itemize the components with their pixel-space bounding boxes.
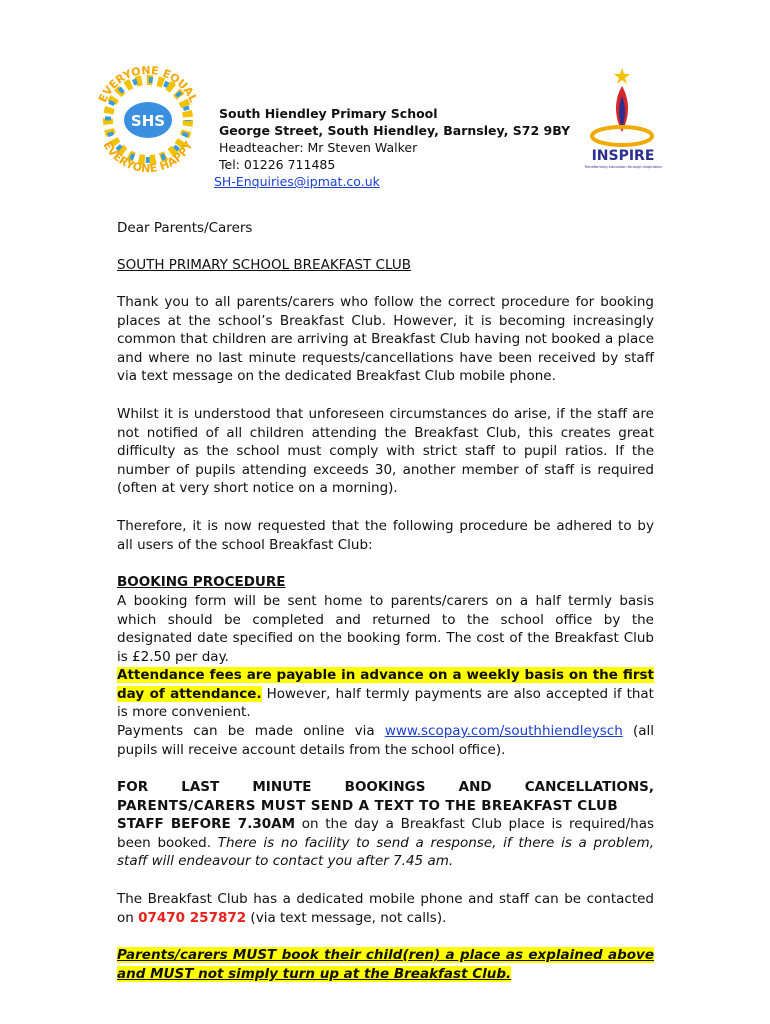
scopay-link[interactable]: www.scopay.com/southhiendleysch (384, 723, 623, 739)
salutation: Dear Parents/Carers (117, 220, 253, 236)
fees-paragraph (117, 666, 654, 722)
fees-highlight: Attendance fees are payable in advance on a weekly basis on the first day of attendance. (117, 667, 654, 702)
paragraph-ratios: Whilst it is understood that unforeseen circumstances do arise, if the staff are not notified of all children attending the Breakfast Club, this creates great difficulty as the school must comply with strict staff to pupil ratios. If the number of pupils attending exceeds 30, another member of staff is required (often at very short notice on a morning). (117, 406, 654, 497)
no-response-note: There is no facility to send a response, if there is a problem, staff will endeavour to contact you after 7.45 am. (117, 834, 654, 870)
school-name: South Hiendley Primary School (219, 106, 438, 121)
telephone: Tel: 01226 711485 (219, 157, 336, 172)
payments-after: (all pupils will receive account details from the school office). (117, 723, 654, 758)
school-address-block (219, 105, 570, 173)
payments-paragraph (117, 722, 654, 759)
phone-number: 07470 257872 (138, 909, 247, 926)
final-notice: Parents/carers MUST book their child(ren) a place as explained above and MUST not simply turn up at the Breakfast Club. (117, 947, 654, 982)
headteacher: Headteacher: Mr Steven Walker (219, 140, 418, 155)
school-logo (88, 60, 208, 180)
word: FOR (117, 779, 149, 795)
deadline-rest: on the day a Breakfast Club place is required/has been booked. (117, 816, 655, 851)
paragraph-intro: Thank you to all parents/carers who follow the correct procedure for booking places at the school’s Breakfast Club. However, it is becoming increasingly common that children are arriving at Breakfast Club having not booked a place and where no last minute requests/cancellations have been received by staff via text message on the dedicated Breakfast Club mobile phone. (117, 294, 654, 385)
last-minute-line-3 (117, 815, 654, 871)
inspire-logo (584, 66, 664, 176)
logo-initials: SHS (130, 112, 166, 130)
phone-before: The Breakfast Club has a dedicated mobile phone and staff can be contacted on (117, 891, 654, 926)
booking-text: A booking form will be sent home to parents/carers on a half termly basis which should be completed and returned to the school office by the designated date specified on the booking form. The cost of the Breakfast Club is £2.50 per day. (117, 593, 654, 665)
email-line (214, 174, 380, 189)
final-notice-paragraph (117, 946, 654, 983)
inspire-tagline: Transforming education through inspiration (584, 165, 662, 169)
paragraph-procedure-request: Therefore, it is now requested that the following procedure be adhered to by all users of the school Breakfast Club: (117, 518, 654, 553)
deadline-bold: STAFF BEFORE 7.30AM (117, 816, 296, 833)
email-link[interactable]: SH-Enquiries@ipmat.co.uk (214, 174, 380, 189)
star-icon (614, 68, 630, 84)
booking-heading: BOOKING PROCEDURE (117, 574, 286, 590)
word: LAST (181, 779, 220, 795)
word: AND (458, 779, 492, 795)
phone-after: (via text message, not calls). (246, 909, 447, 926)
logo-motto-top: EVERYONE EQUAL (96, 63, 200, 105)
inspire-name: INSPIRE (591, 148, 655, 164)
payments-before: Payments can be made online via (117, 723, 385, 739)
word: MINUTE (252, 779, 312, 795)
phone-paragraph (117, 890, 654, 927)
logo-motto-bottom: EVERYONE HAPPY (100, 139, 196, 176)
last-minute-paragraph (117, 778, 654, 871)
word: BOOKINGS (344, 779, 426, 795)
last-minute-line-1 (117, 778, 654, 797)
letter-title: SOUTH PRIMARY SCHOOL BREAKFAST CLUB (117, 257, 411, 273)
school-address: George Street, South Hiendley, Barnsley, S72 9BY (219, 123, 571, 138)
word: CANCELLATIONS, (524, 779, 654, 795)
last-minute-line-2: PARENTS/CARERS MUST SEND A TEXT TO THE BREAKFAST CLUB (117, 797, 618, 814)
fees-rest: However, half termly payments are also accepted if that is more convenient. (117, 685, 654, 721)
